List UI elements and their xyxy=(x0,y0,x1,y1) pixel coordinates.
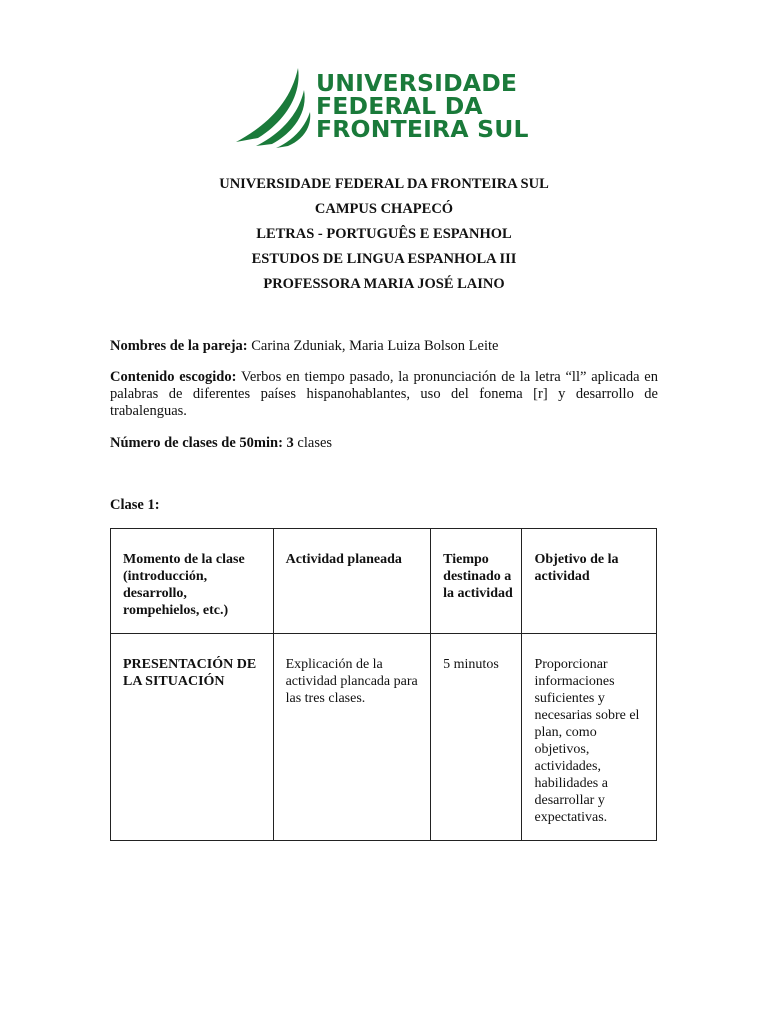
logo-wordmark xyxy=(316,69,529,143)
class-1-title: Clase 1: xyxy=(110,497,160,513)
class-1-plan-table xyxy=(110,528,657,841)
document-header xyxy=(0,172,768,297)
header-activity: Actividad planeada xyxy=(273,529,431,634)
content-value: Verbos en tiempo pasado, la pronunciación de la letra “ll” aplicada en palabras de diferentes países hispanohablantes, uso del fonema [r] y desarrollo de trabalenguas. xyxy=(110,369,658,419)
pair-names-field xyxy=(110,338,658,355)
header-subject: ESTUDOS DE LINGUA ESPANHOLA III xyxy=(251,251,517,267)
content-label: Contenido escogido: xyxy=(110,369,237,385)
logo-line-2: FEDERAL DA xyxy=(316,92,483,120)
cell-activity: Explicación de la actividad plancada para las tres clases. xyxy=(273,634,431,841)
cell-moment: PRESENTACIÓN DE LA SITUACIÓN xyxy=(111,634,274,841)
pair-names-label: Nombres de la pareja: xyxy=(110,338,248,354)
pair-names-value: Carina Zduniak, Maria Luiza Bolson Leite xyxy=(247,338,499,354)
content-field xyxy=(110,369,658,420)
header-objective: Objetivo de la actividad xyxy=(522,529,657,634)
header-course: LETRAS - PORTUGUÊS E ESPANHOL xyxy=(256,226,512,242)
university-logo xyxy=(232,66,532,150)
leaf-logo-icon xyxy=(232,66,312,150)
header-university: UNIVERSIDADE FEDERAL DA FRONTEIRA SUL xyxy=(219,176,549,192)
table-row xyxy=(111,634,657,841)
header-campus: CAMPUS CHAPECÓ xyxy=(314,201,454,217)
classes-count-value: clases xyxy=(293,435,333,451)
classes-count-field xyxy=(110,435,658,452)
cell-objective: Proporcionar informaciones suficientes y necesarias sobre el plan, como objetivos, actividades, habilidades a desarrollar y expectativas. xyxy=(522,634,657,841)
logo-line-1: UNIVERSIDADE xyxy=(316,69,518,97)
table-header-row xyxy=(111,529,657,634)
cell-time: 5 minutos xyxy=(431,634,522,841)
classes-count-label: Número de clases de 50min: 3 xyxy=(110,435,294,451)
header-moment: Momento de la clase (introducción, desarrollo, rompehielos, etc.) xyxy=(111,529,274,634)
header-time: Tiempo destinado a la actividad xyxy=(431,529,522,634)
header-professor: PROFESSORA MARIA JOSÉ LAINO xyxy=(263,276,505,292)
logo-line-3: FRONTEIRA SUL xyxy=(316,115,529,143)
